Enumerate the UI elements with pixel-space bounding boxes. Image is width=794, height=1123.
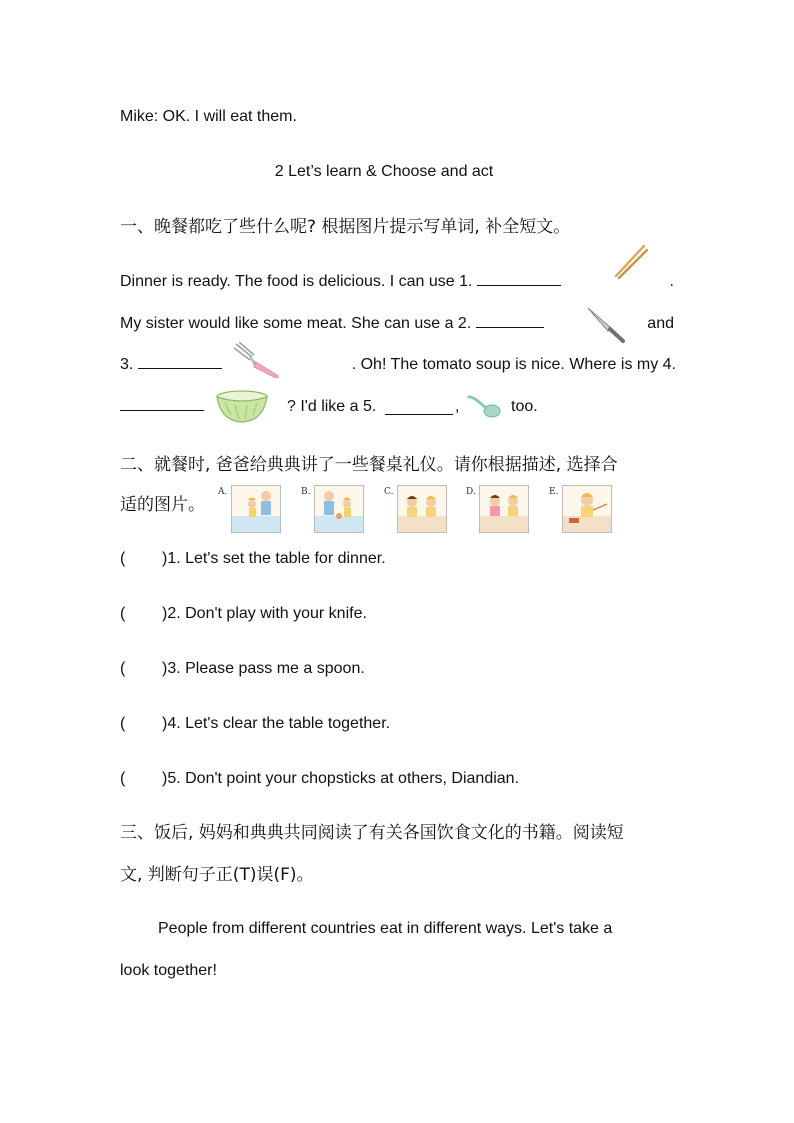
picture-label-d: D. <box>466 487 476 497</box>
reading-paragraph-line-1: People from different countries eat in different ways. Let's take a <box>158 920 613 937</box>
part2-instruction-1: 二、就餐时, 爸爸给典典讲了一些餐桌礼仪。请你根据描述, 选择合 <box>120 455 618 475</box>
part1-instruction: 一、晚餐都吃了些什么呢? 根据图片提示写单词, 补全短文。 <box>120 217 571 237</box>
spoon-icon <box>467 394 501 420</box>
section-heading-text: 2 Let’s learn & Choose and act <box>274 163 494 180</box>
match-item-3 <box>120 658 676 680</box>
fork-icon <box>232 342 282 378</box>
answer-paren-4[interactable]: ( <box>120 715 126 732</box>
passage-line-4 <box>120 396 676 418</box>
picture-label-b: B. <box>301 487 311 497</box>
picture-c-setting-table[interactable] <box>397 485 447 533</box>
item-number-3: 3. <box>120 356 134 373</box>
passage-text-2: My sister would like some meat. She can use a 2. <box>120 315 472 332</box>
picture-d-clearing-table[interactable] <box>479 485 529 533</box>
knife-icon <box>585 304 627 344</box>
answer-paren-1[interactable]: ( <box>120 550 126 567</box>
part2-instruction-2: 适的图片。 <box>120 495 205 515</box>
part3-instruction-1: 三、饭后, 妈妈和典典共同阅读了有关各国饮食文化的书籍。阅读短 <box>120 823 624 843</box>
answer-paren-2[interactable]: ( <box>120 605 126 622</box>
passage-line-3-left <box>120 354 222 376</box>
match-item-2 <box>120 603 676 625</box>
match-item-4 <box>120 713 676 735</box>
picture-label-a: A. <box>218 487 228 497</box>
period-mark: . <box>669 273 674 290</box>
match-item-5-text: )5. Don't point your chopsticks at others, Diandian. <box>162 770 520 787</box>
answer-blank-2[interactable] <box>476 313 544 328</box>
passage-text-1: Dinner is ready. The food is delicious. I can use 1. <box>120 273 473 290</box>
passage-text-3: . Oh! The tomato soup is nice. Where is my 4. <box>351 356 676 373</box>
match-item-4-text: )4. Let's clear the table together. <box>162 715 391 732</box>
and-word: and <box>647 315 674 332</box>
match-item-5 <box>120 768 676 790</box>
passage-text-4: ? I'd like a 5. <box>287 398 377 415</box>
picture-b-passing-spoon[interactable] <box>314 485 364 533</box>
answer-paren-3[interactable]: ( <box>120 660 126 677</box>
match-item-3-text: )3. Please pass me a spoon. <box>162 660 365 677</box>
match-item-2-text: )2. Don't play with your knife. <box>162 605 367 622</box>
part3-instruction-2: 文, 判断句子正(T)误(F)。 <box>120 865 314 885</box>
picture-label-e: E. <box>549 487 559 497</box>
passage-line-1 <box>120 271 676 293</box>
picture-a-family-table[interactable] <box>231 485 281 533</box>
answer-blank-3[interactable] <box>138 354 222 369</box>
picture-e-chopsticks-pointing[interactable] <box>562 485 612 533</box>
answer-blank-1[interactable] <box>477 271 561 286</box>
too-word: too. <box>511 398 538 415</box>
answer-blank-5[interactable] <box>385 400 453 415</box>
answer-paren-5[interactable]: ( <box>120 770 126 787</box>
passage-line-3 <box>120 354 676 376</box>
chopsticks-icon <box>612 243 648 279</box>
answer-blank-4[interactable] <box>120 396 204 411</box>
dialog-line: Mike: OK. I will eat them. <box>120 108 297 125</box>
bowl-icon <box>215 389 269 425</box>
picture-label-c: C. <box>384 487 394 497</box>
match-item-1 <box>120 548 676 570</box>
reading-paragraph-line-2: look together! <box>120 962 217 979</box>
match-item-1-text: )1. Let's set the table for dinner. <box>162 550 386 567</box>
comma-mark: , <box>455 398 460 415</box>
section-heading <box>0 161 794 183</box>
